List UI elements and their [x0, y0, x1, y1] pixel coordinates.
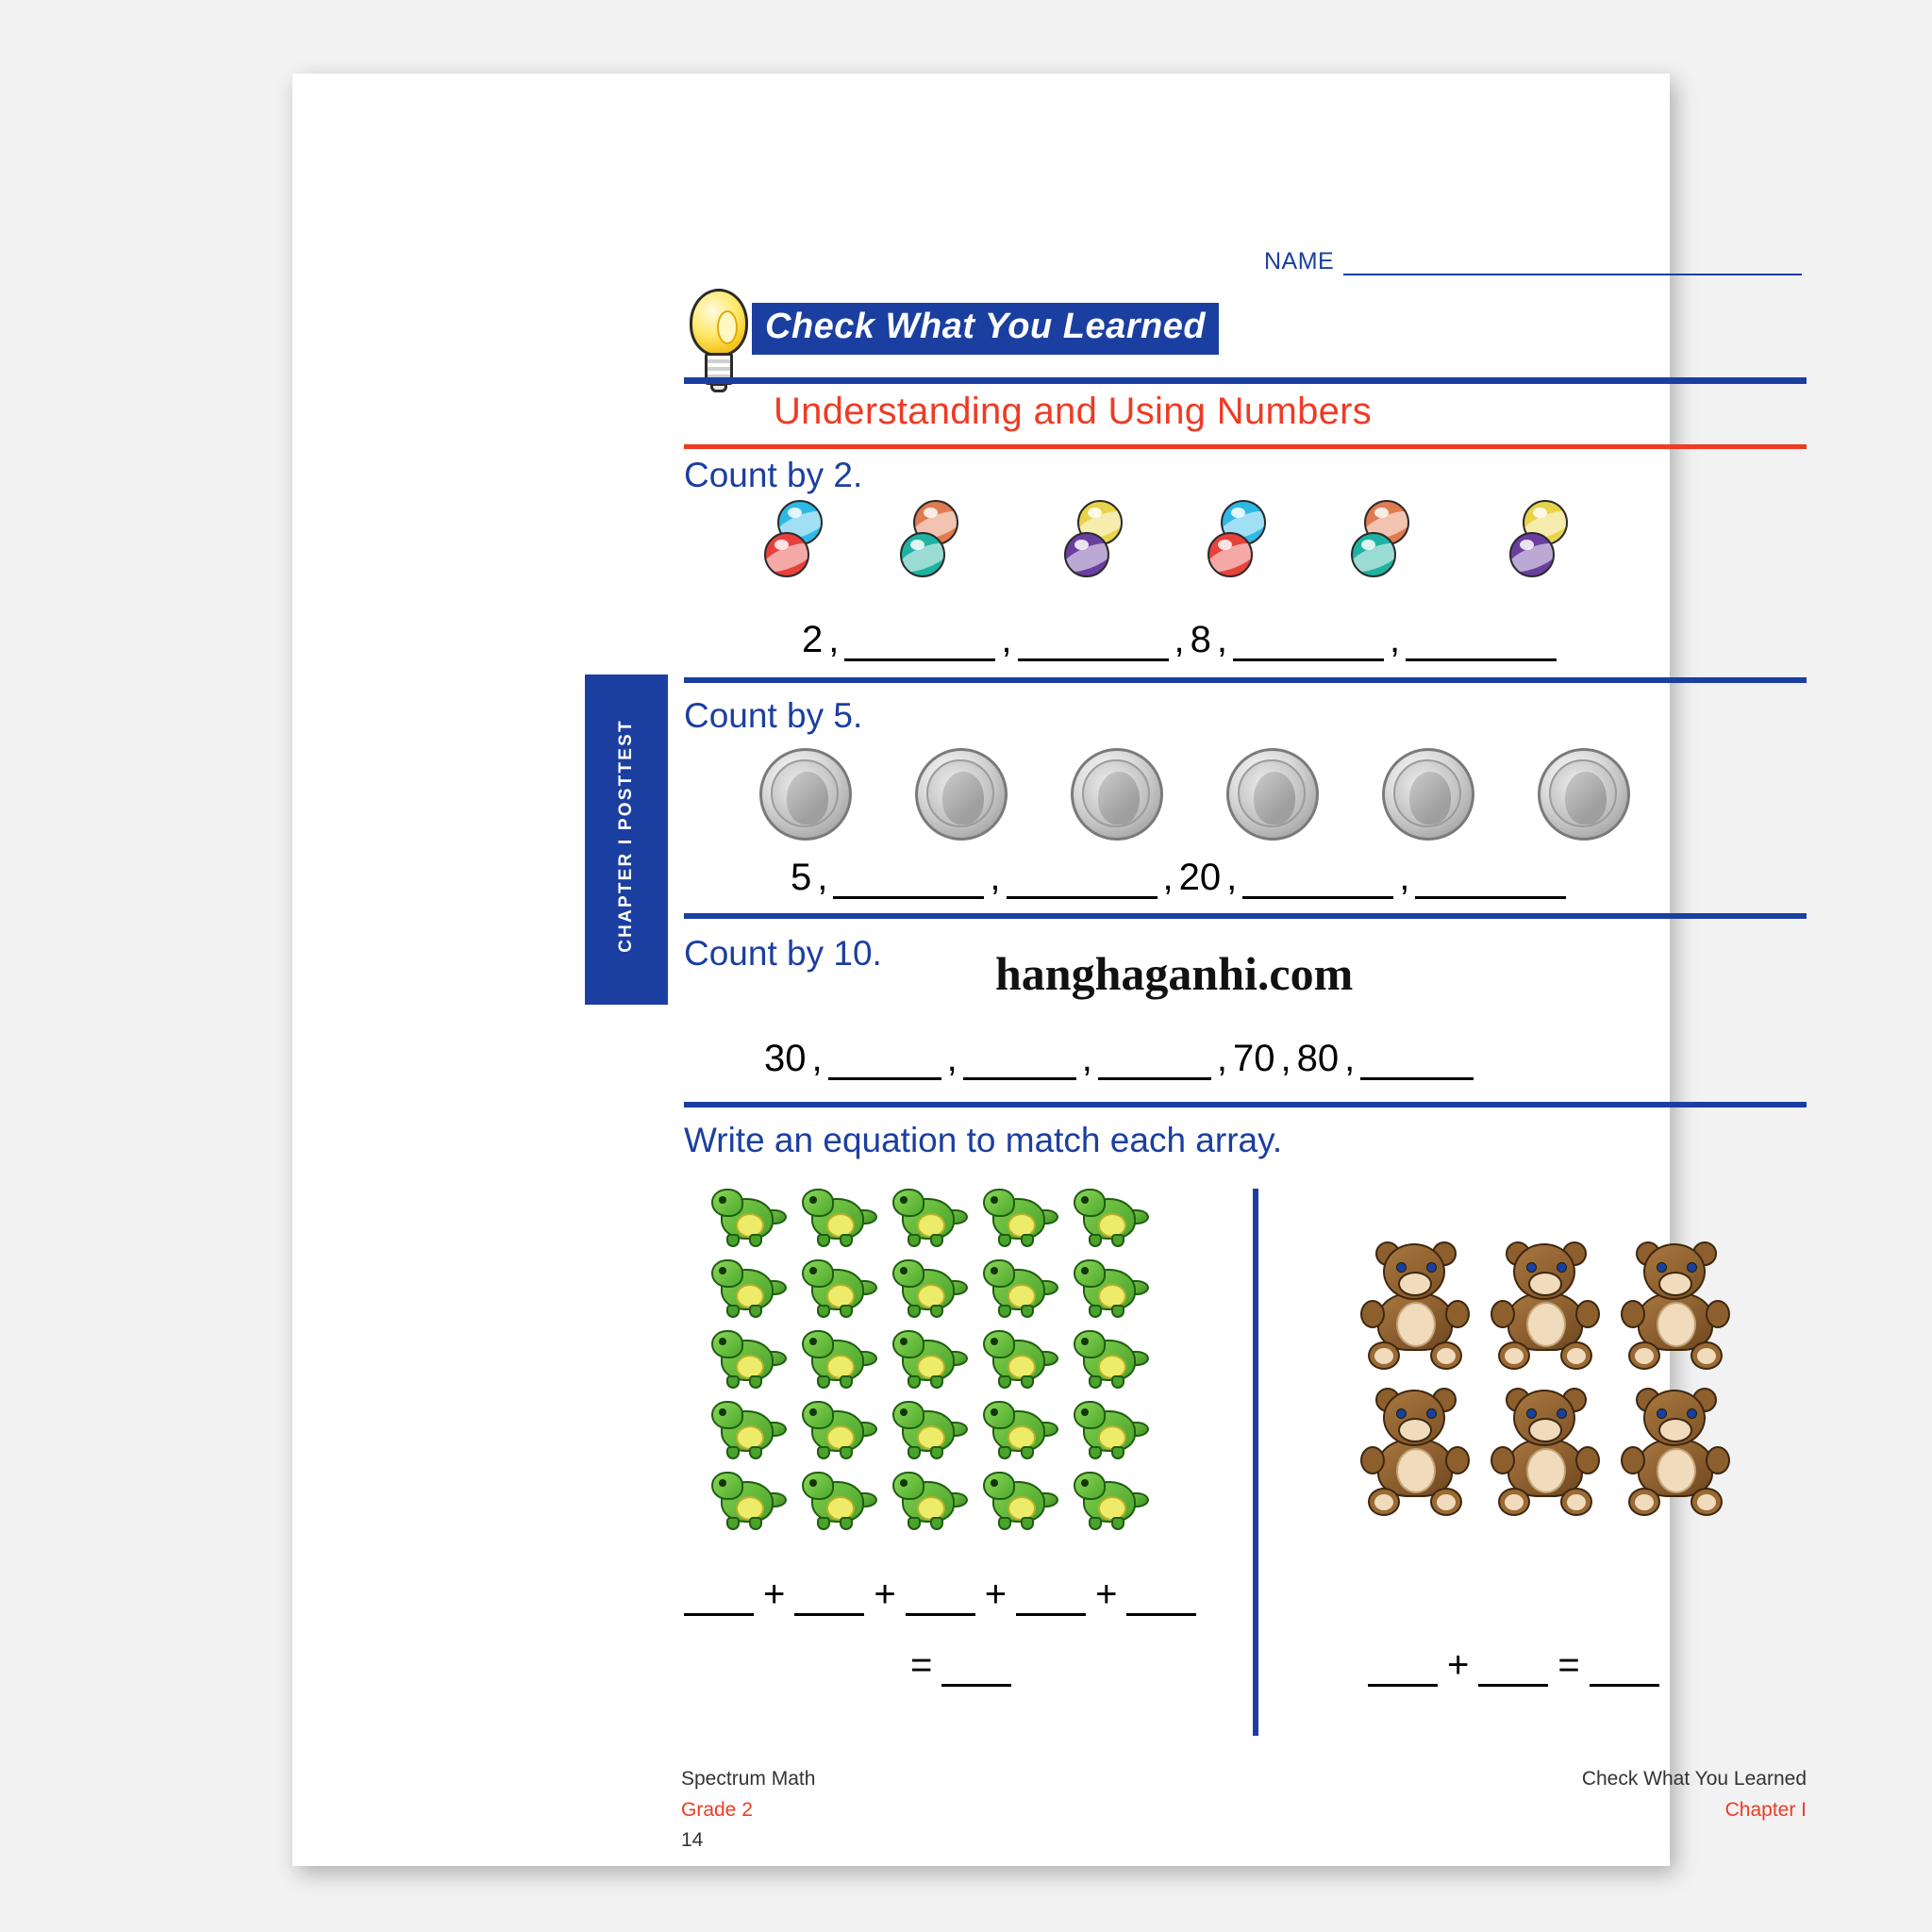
lightbulb-glass [690, 289, 748, 357]
teddy-bear-icon [1619, 1388, 1734, 1522]
answer-blank[interactable] [828, 1040, 941, 1080]
dinosaur-icon [708, 1326, 789, 1394]
answer-blank[interactable] [844, 621, 995, 661]
dinosaur-icon [889, 1185, 970, 1253]
teddy-bear-icon [1489, 1388, 1604, 1522]
nickel-icon [1071, 748, 1163, 841]
equation-blank[interactable] [941, 1648, 1011, 1687]
chapter-tab-label: CHAPTER I POSTTEST [616, 719, 636, 953]
answer-row-count-by-5: 5 , , , 20 , , [791, 857, 1566, 899]
section-label-arrays: Write an equation to match each array. [684, 1121, 1283, 1159]
dinosaur-equation-line-1: + + + + [684, 1574, 1196, 1616]
nickel-icon [915, 748, 1008, 841]
answer-blank[interactable] [1007, 858, 1158, 899]
sequence-value-70: 70 [1233, 1038, 1275, 1079]
equation-blank[interactable] [1590, 1648, 1659, 1687]
nickel-icon [1538, 748, 1630, 841]
sequence-value-80: 80 [1296, 1038, 1340, 1079]
section-divider [684, 1102, 1807, 1108]
watermark-text: hanghaganhi.com [995, 947, 1354, 1000]
marble-icon [1509, 532, 1555, 577]
teddy-bear-icon [1358, 1388, 1474, 1522]
footer-left [681, 1764, 815, 1857]
marble-group [764, 500, 1613, 585]
answer-blank[interactable] [1406, 621, 1557, 661]
answer-blank[interactable] [1360, 1040, 1474, 1080]
marble-icon [1351, 532, 1396, 577]
name-field-row [1264, 248, 1802, 275]
footer-chapter: Chapter I [1724, 1798, 1807, 1821]
dinosaur-icon [979, 1326, 1060, 1394]
dinosaur-icon [979, 1468, 1060, 1536]
dinosaur-icon [708, 1256, 789, 1324]
nickel-icon [1226, 748, 1319, 841]
dinosaur-icon [1070, 1468, 1151, 1536]
teddy-bear-icon [1358, 1241, 1474, 1375]
equation-blank[interactable] [684, 1577, 754, 1616]
footer-section-title: Check What You Learned [1581, 1768, 1807, 1790]
dinosaur-icon [889, 1397, 970, 1465]
page-title: Check What You Learned [752, 303, 1219, 355]
array-vertical-divider [1253, 1189, 1258, 1736]
dinosaur-icon [889, 1468, 970, 1536]
chapter-posttest-tab [585, 675, 668, 1005]
dinosaur-icon [798, 1468, 879, 1536]
dinosaur-icon [798, 1256, 879, 1324]
header-rule-red [684, 444, 1807, 449]
answer-blank[interactable] [1098, 1040, 1211, 1080]
dinosaur-equation-line-2: = [910, 1644, 1011, 1687]
dinosaur-icon [889, 1326, 970, 1394]
teddy-bear-array [1358, 1241, 1749, 1534]
dinosaur-icon [1070, 1256, 1151, 1324]
section-divider [684, 677, 1807, 683]
answer-blank[interactable] [1233, 621, 1384, 661]
bear-equation-line: + = [1368, 1644, 1659, 1687]
name-input-line[interactable] [1343, 253, 1802, 275]
nickel-icon [1382, 748, 1474, 841]
footer-page-number: 14 [681, 1829, 704, 1852]
marble-icon [1064, 532, 1109, 577]
teddy-bear-icon [1489, 1241, 1604, 1375]
teddy-bear-icon [1619, 1241, 1734, 1375]
equation-blank[interactable] [794, 1577, 864, 1616]
name-label: NAME [1264, 248, 1335, 275]
dinosaur-icon [979, 1397, 1060, 1465]
sequence-value-8: 8 [1190, 619, 1211, 660]
sequence-value-2: 2 [802, 619, 824, 660]
answer-blank[interactable] [963, 1040, 1076, 1080]
answer-blank[interactable] [1242, 858, 1393, 899]
equation-blank[interactable] [906, 1577, 975, 1616]
marble-pair [900, 500, 985, 585]
dinosaur-icon [979, 1256, 1060, 1324]
dinosaur-icon [1070, 1185, 1151, 1253]
answer-blank[interactable] [1018, 621, 1169, 661]
header-rule-blue [684, 377, 1807, 384]
answer-blank[interactable] [1415, 858, 1566, 899]
sequence-value-20: 20 [1178, 857, 1222, 898]
marble-icon [1208, 532, 1253, 577]
dinosaur-icon [798, 1326, 879, 1394]
dinosaur-icon [889, 1256, 970, 1324]
dinosaur-icon [1070, 1397, 1151, 1465]
answer-row-count-by-2: 2 , , , 8 , , [802, 619, 1557, 661]
marble-pair [1509, 500, 1594, 585]
dinosaur-icon [708, 1397, 789, 1465]
dinosaur-icon [798, 1397, 879, 1465]
section-divider [684, 913, 1807, 919]
dinosaur-icon [798, 1185, 879, 1253]
sequence-value-5: 5 [791, 857, 812, 898]
dinosaur-icon [708, 1185, 789, 1253]
footer-book-title: Spectrum Math [681, 1768, 816, 1790]
marble-pair [1351, 500, 1436, 585]
answer-blank[interactable] [833, 858, 984, 899]
worksheet-page [292, 74, 1807, 1866]
answer-row-count-by-10: 30 , , , , 70 , 80 , [764, 1038, 1474, 1080]
section-label-count-by-5: Count by 5. [684, 696, 863, 735]
dinosaur-icon [1070, 1326, 1151, 1394]
nickel-group [759, 748, 1637, 842]
lightbulb-tip [710, 383, 727, 392]
marble-icon [764, 532, 809, 577]
equation-blank[interactable] [1478, 1648, 1548, 1687]
equation-blank[interactable] [1368, 1648, 1438, 1687]
dinosaur-icon [979, 1185, 1060, 1253]
section-label-count-by-2: Count by 2. [684, 456, 863, 494]
marble-pair [1208, 500, 1292, 585]
marble-pair [764, 500, 849, 585]
marble-pair [1064, 500, 1149, 585]
page-subtitle: Understanding and Using Numbers [774, 391, 1373, 432]
marble-icon [900, 532, 945, 577]
lightbulb-filament [717, 310, 738, 344]
footer-grade: Grade 2 [681, 1798, 753, 1821]
footer-right [1406, 1764, 1807, 1825]
dinosaur-array [708, 1185, 1160, 1539]
nickel-icon [759, 748, 852, 841]
section-label-count-by-10: Count by 10. [684, 934, 882, 973]
equation-blank[interactable] [1126, 1577, 1196, 1616]
sequence-value-30: 30 [764, 1038, 807, 1079]
dinosaur-icon [708, 1468, 789, 1536]
equation-blank[interactable] [1016, 1577, 1086, 1616]
